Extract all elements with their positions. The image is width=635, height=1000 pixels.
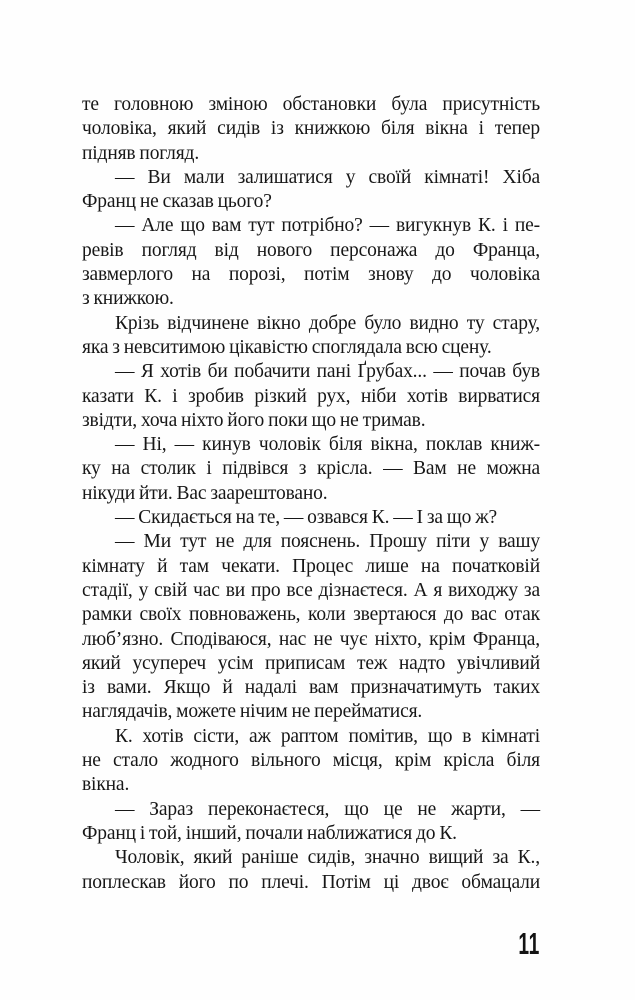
- text-line: яка з невситимою цікавістю споглядала всю сцену.: [82, 336, 492, 358]
- paragraph: [82, 725, 540, 798]
- text-line: поплескав його по плечі. Потім ці двоє обмацали: [82, 871, 540, 893]
- paragraph: [82, 846, 540, 895]
- text-line: ку на столик і підвівся з крісла. — Вам не можна: [82, 458, 540, 480]
- text-line: — Зараз переконаєтеся, що це не жарти, —: [115, 798, 540, 820]
- text-line: вікна.: [82, 774, 130, 796]
- paragraph: [82, 530, 540, 724]
- text-line: рамки своїх повноважень, коли звертаюся до вас отак: [82, 604, 540, 626]
- text-line: завмерлого на порозі, потім знову до чоловіка: [82, 264, 540, 286]
- text-line: люб’язно. Сподіваюся, нас не чує ніхто, крім Франца,: [82, 628, 540, 650]
- text-line: кімнату й там чекати. Процес лише на початковій: [82, 555, 540, 577]
- text-line: який усупереч усім приписам теж надто увічливий: [82, 652, 540, 674]
- text-line: підняв погляд.: [82, 142, 200, 164]
- paragraph: [82, 166, 540, 215]
- text-line: Франц не сказав цього?: [82, 191, 272, 213]
- text-line: — Скидається на те, — озвався К. — І за що ж?: [115, 507, 498, 529]
- text-line: звідти, хоча ніхто його поки що не тримав.: [82, 409, 426, 431]
- text-line: з книжкою.: [82, 288, 174, 310]
- text-line: не стало жодного вільного місця, крім крісла біля: [82, 750, 540, 772]
- text-line: — Ні, — кинув чоловік біля вікна, поклав книж-: [115, 434, 540, 456]
- paragraph: [82, 360, 540, 433]
- text-line: К. хотів сісти, аж раптом помітив, що в кімнаті: [115, 725, 540, 747]
- text-line: наглядачів, можете нічим не перейматися.: [82, 701, 423, 723]
- page-text: [82, 93, 540, 895]
- text-line: чоловіка, який сидів із книжкою біля вікна і тепер: [82, 118, 540, 140]
- page-number: 11: [518, 926, 540, 961]
- text-line: із вами. Якщо й надалі вам призначатимуть таких: [82, 677, 540, 699]
- text-line: ревів погляд від нового персонажа до Франца,: [82, 239, 540, 261]
- text-line: те головною зміною обстановки була присутність: [82, 94, 540, 115]
- text-line: Франц і той, інший, почали наближатися до К.: [82, 822, 457, 844]
- paragraph: [82, 312, 540, 361]
- text-line: Крізь відчинене вікно добре було видно ту стару,: [115, 312, 540, 334]
- paragraph: [82, 506, 540, 530]
- text-line: — Але що вам тут потрібно? — вигукнув К. і пе-: [115, 215, 540, 237]
- text-line: нікуди йти. Вас заарештовано.: [82, 482, 328, 504]
- paragraph: [82, 433, 540, 506]
- text-line: — Ви мали залишатися у своїй кімнаті! Хіба: [115, 166, 540, 188]
- text-line: Чоловік, який раніше сидів, значно вищий за К.,: [115, 847, 540, 869]
- text-line: казати К. і зробив різкий рух, ніби хотів вирватися: [82, 385, 540, 407]
- paragraph: [82, 214, 540, 311]
- text-line: — Я хотів би побачити пані Ґрубах... — почав був: [115, 361, 540, 383]
- text-line: стадії, у свій час ви про все дізнаєтеся. А я виходжу за: [82, 579, 540, 601]
- paragraph: [82, 798, 540, 847]
- text-line: — Ми тут не для пояснень. Прошу піти у вашу: [115, 531, 540, 553]
- paragraph: [82, 93, 540, 166]
